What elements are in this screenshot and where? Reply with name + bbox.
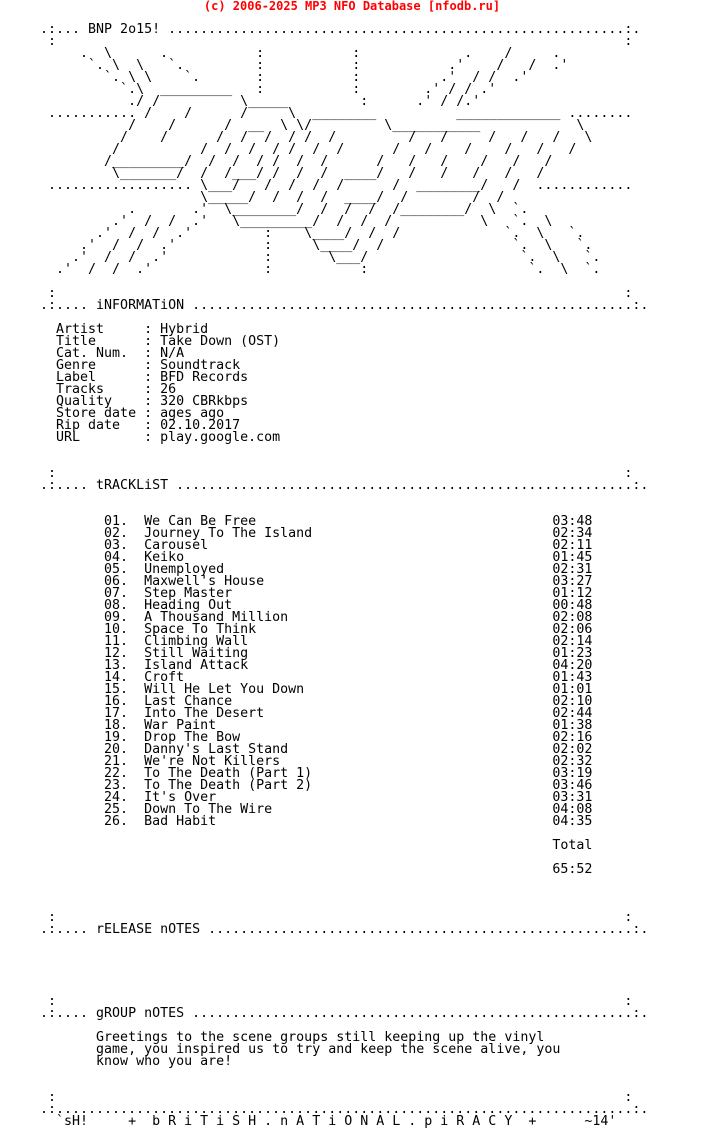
nfo-line: : : xyxy=(32,34,633,49)
nfo-line: 08. Heading Out 00:48 xyxy=(32,598,593,613)
nfo-line: 26. Bad Habit 04:35 xyxy=(32,814,593,829)
nfo-line: Greetings to the scene groups still keeping up the vinyl xyxy=(32,1030,545,1045)
nfo-line: 04. Keiko 01:45 xyxy=(32,550,593,565)
nfo-line: Label : BFD Records xyxy=(32,370,249,385)
nfo-line: ./ / \_____ : .' / /.' xyxy=(32,94,481,109)
nfo-line: 25. Down To The Wire 04:08 xyxy=(32,802,593,817)
nfo-line: / / / / / / / / / / / / / / xyxy=(32,142,577,157)
nfo-line: .................. \___/ / / / / / ________/ / ............ xyxy=(32,178,633,193)
nfo-line: 06. Maxwell's House 03:27 xyxy=(32,574,593,589)
nfo-line: 20. Danny's Last Stand 02:02 xyxy=(32,742,593,757)
nfo-line: 65:52 xyxy=(32,862,593,877)
nfo-line: 22. To The Death (Part 1) 03:19 xyxy=(32,766,593,781)
nfo-line: Genre : Soundtrack xyxy=(32,358,241,373)
nfo-line: 13. Island Attack 04:20 xyxy=(32,658,593,673)
nfo-line: .:........................................................................:. xyxy=(32,1102,649,1117)
nfo-line: 17. Into The Desert 02:44 xyxy=(32,706,593,721)
nfo-line: Quality : 320 CBRkbps xyxy=(32,394,249,409)
nfo-line: Total xyxy=(32,838,593,853)
nfo-line: `. \ \ `. : : .' / / .' xyxy=(32,58,569,73)
nfo-line: . \ . : : . / . xyxy=(32,46,561,61)
nfo-line: .:... BNP 2o15! .........................................................:. xyxy=(32,22,641,37)
nfo-line: Artist : Hybrid xyxy=(32,322,209,337)
nfo-line: 07. Step Master 01:12 xyxy=(32,586,593,601)
nfo-line: 12. Still Waiting 01:23 xyxy=(32,646,593,661)
nfo-line: 01. We Can Be Free 03:48 xyxy=(32,514,593,529)
nfo-line: : : xyxy=(32,1090,633,1105)
nfo-line: 23. To The Death (Part 2) 03:46 xyxy=(32,778,593,793)
nfo-line: / / / __ \ \/ \___________ \ xyxy=(32,118,585,133)
nfo-line: .:.... iNFORMATiON .......................................................:. xyxy=(32,298,649,313)
nfo-line: : : xyxy=(32,466,633,481)
nfo-line: Store date : ages ago xyxy=(32,406,225,421)
nfo-line: .:.... gROUP nOTES .......................................................:. xyxy=(32,1006,649,1021)
nfo-line: Tracks : 26 xyxy=(32,382,177,397)
nfo-line: \_______/ / /___/ / / / ____/ / / / / / xyxy=(32,166,545,181)
nfo-line: : : xyxy=(32,994,633,1009)
nfo-line: .' / / .' : : `. \ `. xyxy=(32,262,601,277)
nfo-line: .:.... tRACKLiST .........................................................:. xyxy=(32,478,649,493)
nfo-line: 05. Unemployed 02:31 xyxy=(32,562,593,577)
nfo-line: 09. A Thousand Million 02:08 xyxy=(32,610,593,625)
nfo-line: .' / / .' : \____/ / `. \ `. xyxy=(32,238,593,253)
nfo-line: . .' \________/ / / / /________/ \ `. xyxy=(32,202,529,217)
nfo-line: know who you are! xyxy=(32,1054,233,1069)
nfo-line: 14. Croft 01:43 xyxy=(32,670,593,685)
nfo-line: `sH! + b R i T i S H . n A T i O N A L . p i R A C Y + ~14' xyxy=(32,1114,617,1129)
nfo-line: .' / / .' : \____/ / / `. \ `. xyxy=(32,226,585,241)
nfo-line: 21. We're Not Killers 02:32 xyxy=(32,754,593,769)
nfo-line: / / / / / / / / / / / / / \ xyxy=(32,130,593,145)
nfo-line: game, you inspired us to try and keep the scene alive, you xyxy=(32,1042,561,1057)
nfo-line: 24. It's Over 03:31 xyxy=(32,790,593,805)
nfo-line: Cat. Num. : N/A xyxy=(32,346,185,361)
nfo-line: : : xyxy=(32,910,633,925)
nfo-line: : : xyxy=(32,286,633,301)
nfo-line: 03. Carousel 02:11 xyxy=(32,538,593,553)
nfo-text xyxy=(32,24,648,1128)
nfo-line: ........... / / / \ ________ _____________ ........ xyxy=(32,106,633,121)
nfo-line: 02. Journey To The Island 02:34 xyxy=(32,526,593,541)
nfo-line: .:.... rELEASE nOTES .....................................................:. xyxy=(32,922,649,937)
nfo-line: 15. Will He Let You Down 01:01 xyxy=(32,682,593,697)
nfo-line: 18. War Paint 01:38 xyxy=(32,718,593,733)
nfo-line: 16. Last Chance 02:10 xyxy=(32,694,593,709)
nfo-line: .' / / .' \_________/ / / / \ `. \ xyxy=(32,214,553,229)
nfo-line: 10. Space To Think 02:06 xyxy=(32,622,593,637)
nfo-line: Title : Take Down (OST) xyxy=(32,334,281,349)
nfo-line: `. \ \ `. : : .' / / .' xyxy=(32,70,529,85)
nfo-line: Rip date : 02.10.2017 xyxy=(32,418,241,433)
nfo-line: \_____/ / / / ____/ / / / xyxy=(32,190,505,205)
nfo-line: 11. Climbing Wall 02:14 xyxy=(32,634,593,649)
site-header: (c) 2006-2025 MP3 NFO Database [nfodb.ru] xyxy=(203,0,501,13)
nfo-line: `.\ _________ : : .' / / .' xyxy=(32,82,497,97)
nfo-line: /_________/ / / / / / / / / / / / / xyxy=(32,154,553,169)
nfo-line: 19. Drop The Bow 02:16 xyxy=(32,730,593,745)
nfo-line: .' / / .' : \___/ `. \ `. xyxy=(32,250,601,265)
nfo-line: URL : play.google.com xyxy=(32,430,281,445)
